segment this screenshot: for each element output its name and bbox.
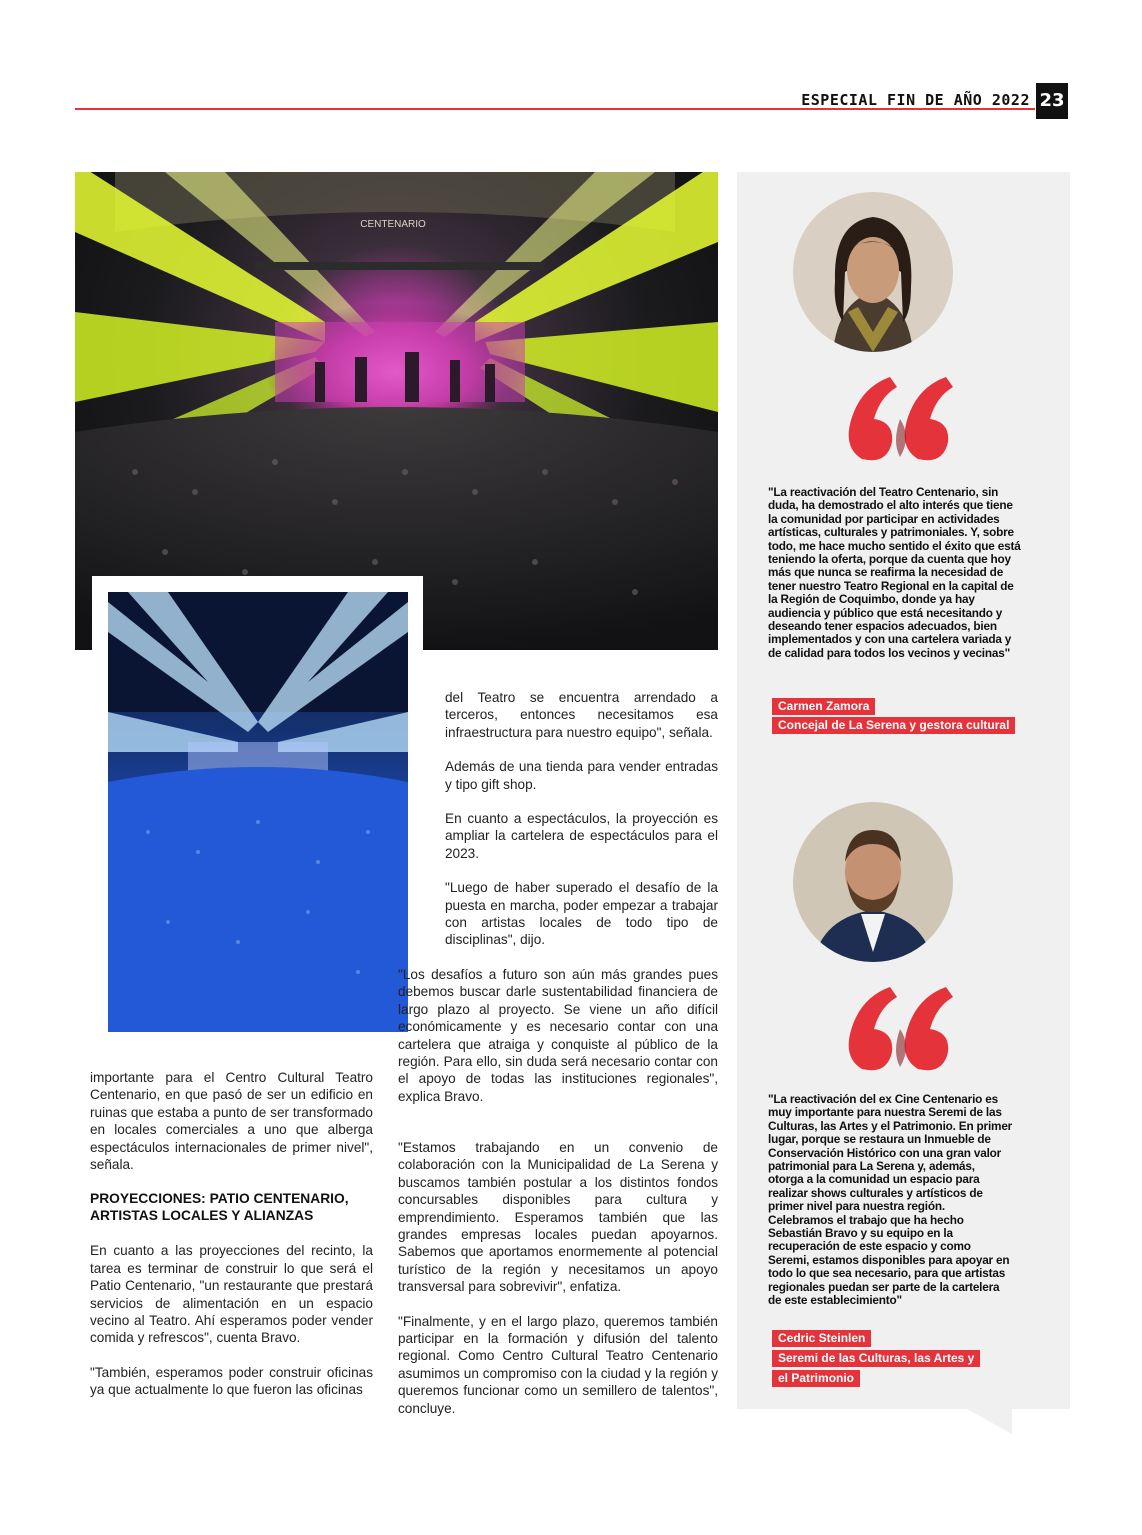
quote-author-name: Cedric Steinlen [772,1330,871,1347]
quote-text-2: "La reactivación del ex Cine Centenario es muy importante para nuestra Seremi de las Culturas, las Artes y el Patrimonio. En primer lugar, porque se restaura un Inmueble de Conservación Histórico con una gran valor patrimonial para La Serena y, además, otorga a la comunidad un espacio para realizar shows culturales y artísticos de primer nivel para nuestra región. Celebramos el trabajo que ha hecho Sebastián Bravo y su equipo en la recuperación de este espacio y como Seremi, estamos disponibles para apoyar en todo lo que sea necesario, para que artistas regionales puedan ser parte de la cartelera de este establecimiento" [768,1092,1013,1308]
quote-mark-icon [842,377,954,461]
venue-logo: CENTENARIO [360,219,426,230]
paragraph: "Finalmente, y en el largo plazo, queremos también participar en la formación y difusión del talento regional. Como Centro Cultural Teatro Centenario asumimos un compromiso con la ciudad y la región y queremos funcionar como un semillero de talentos", concluye. [398,1313,718,1416]
article-column-2-bottom [398,1139,718,1434]
concert-photo-inset [108,592,408,1032]
paragraph: "Estamos trabajando en un convenio de colaboración con la Municipalidad de La Serena y buscamos también postular a los distintos fondos concursables disponibles para cultura y emprendimiento. Esperamos también que las grandes empresas locales puedan apoyarnos. Sabemos que aportamos enormemente al potencial turístico de la región y necesitamos un apoyo transversal para sobrevivir", enfatiza. [398,1140,718,1295]
article-column-1 [90,1069,373,1416]
quote-mark-icon [842,987,954,1071]
paragraph: Además de una tienda para vender entradas y tipo gift shop. [445,759,718,792]
quote-author-role: Concejal de La Serena y gestora cultural [772,717,1015,734]
paragraph: "Los desafíos a futuro son aún más grandes pues debemos buscar darle sustentabilidad financiera de largo plazo al proyecto. Se viene un año difícil económicamente y es necesario contar con una cartelera que atraiga y conquiste al público de la región. Para ello, sin duda será necesario contar con el apoyo de todas las instituciones regionales", explica Bravo. [398,966,718,1104]
quotes-sidebar [737,172,1070,1409]
paragraph: del Teatro se encuentra arrendado a terceros, entonces necesitamos esa infraestructura para nuestro equipo", señala. [445,690,718,740]
paragraph: importante para el Centro Cultural Teatro Centenario, en que pasó de ser un edificio en ruinas que estaba a punto de ser transformado en locales comerciales a uno que alberga espectáculos internacionales de primer nivel", señala. [90,1070,373,1173]
quote-text-1: "La reactivación del Teatro Centenario, sin duda, ha demostrado el alto interés que tiene la comunidad por participar en actividades artísticas, culturales y patrimoniales. Y, sobre todo, me hace mucho sentido el éxito que está teniendo la oferta, porque da cuenta que hoy más que nunca se reafirma la necesidad de tener nuestro Teatro Regional en la capital de la Región de Coquimbo, donde ya hay audiencia y público que está necesitando y deseando tener espacios adecuados, bien implementados y con una cartelera variada y de calidad para todos los vecinos y vecinas" [768,485,1021,660]
section-title: ESPECIAL FIN DE AÑO 2022 [801,91,1030,109]
quote-author-name: Carmen Zamora [772,698,875,715]
paragraph: En cuanto a las proyecciones del recinto, la tarea es terminar de construir lo que será el Patio Centenario, "un restaurante que prestará servicios de alimentación en un espacio vecino al Teatro. Ahí esperamos poder vender comida y refrescos", cuenta Bravo. [90,1243,373,1346]
paragraph: En cuanto a espectáculos, la proyección es ampliar la cartelera de espectáculos para el 2023. [445,811,718,861]
quote-author-role: Seremi de las Culturas, las Artes y [772,1350,980,1367]
page-number: 23 [1036,83,1068,119]
paragraph: "También, esperamos poder construir oficinas ya que actualmente lo que fueron las oficinas [90,1364,373,1398]
paragraph: "Luego de haber superado el desafío de la puesta en marcha, poder empezar a trabajar con artistas locales de todo tipo de disciplinas", dijo. [445,880,718,948]
portrait-cedric-steinlen [793,802,953,962]
portrait-carmen-zamora [793,192,953,352]
quote-author-role-cont: el Patrimonio [772,1370,860,1387]
section-heading: PROYECCIONES: PATIO CENTENARIO, ARTISTAS LOCALES Y ALIANZAS [90,1191,349,1224]
article-column-2-top [398,689,718,1122]
